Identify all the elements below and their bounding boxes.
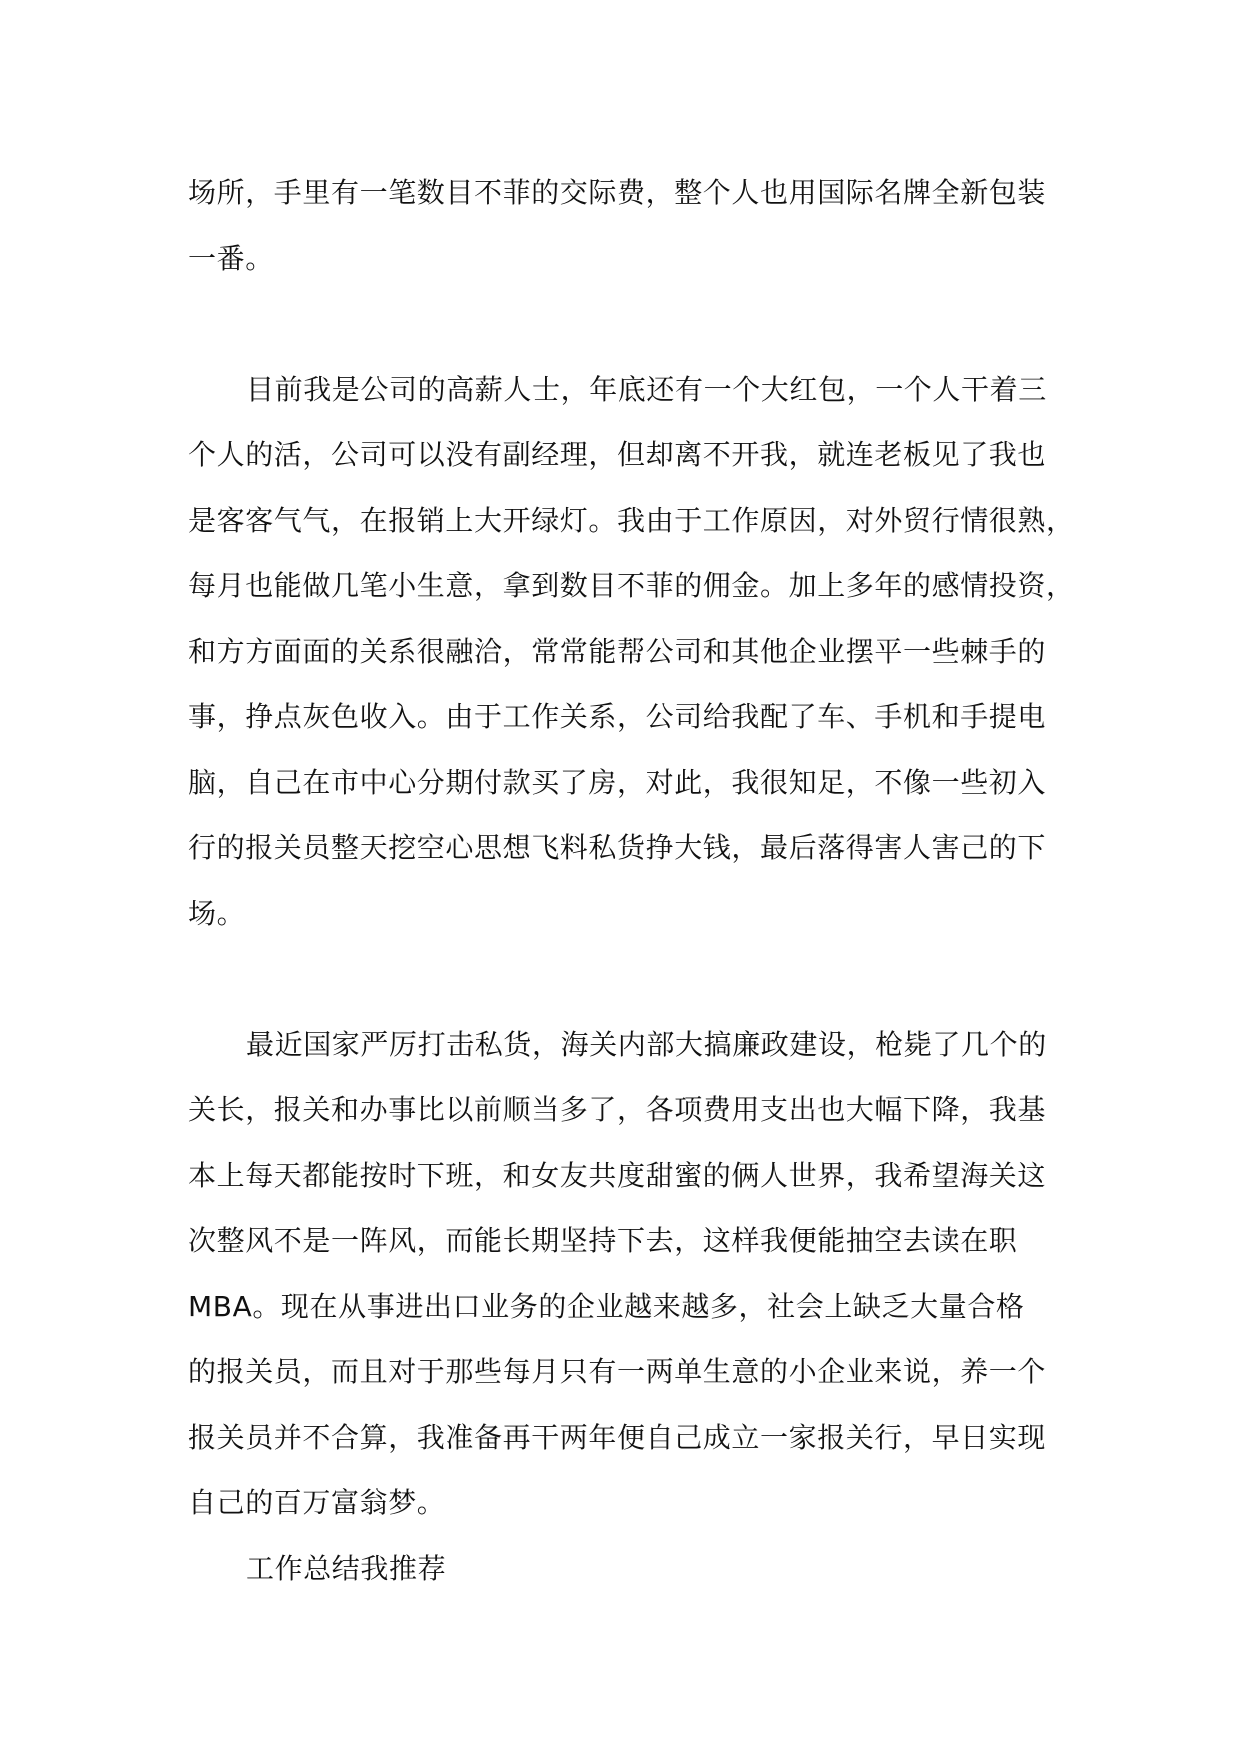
text-line: 行的报关员整天挖空心思想飞料私货挣大钱，最后落得害人害己的下 <box>188 831 1047 864</box>
text-line: 自己的百万富翁梦。 <box>188 1486 446 1519</box>
paragraph-gap <box>188 291 1060 357</box>
paragraph-3 <box>188 1012 1060 1536</box>
paragraph-4 <box>188 1536 1060 1602</box>
text-line: 场。 <box>188 896 246 930</box>
text-line: 一番。 <box>188 241 274 275</box>
text-line: MBA。现在从事进出口业务的企业越来越多，社会上缺乏大量合格 <box>188 1289 1025 1323</box>
paragraph-1 <box>188 160 1060 291</box>
text-line: 目前我是公司的高薪人士，年底还有一个大红包，一个人干着三 <box>246 372 1047 406</box>
text-line: 工作总结我推荐 <box>246 1551 447 1585</box>
text-line: 报关员并不合算，我准备再干两年便自己成立一家报关行，早日实现 <box>188 1420 1047 1454</box>
text-line: 的报关员，而且对于那些每月只有一两单生意的小企业来说，养一个 <box>188 1355 1047 1388</box>
paragraph-2 <box>188 357 1075 947</box>
text-line: 本上每天都能按时下班，和女友共度甜蜜的俩人世界，我希望海关这 <box>188 1158 1047 1192</box>
text-line: 个人的活，公司可以没有副经理，但却离不开我，就连老板见了我也 <box>188 438 1047 471</box>
text-line: 场所，手里有一笔数目不菲的交际费，整个人也用国际名牌全新包装 <box>188 176 1047 209</box>
text-line: 和方方面面的关系很融洽，常常能帮公司和其他企业摆平一些棘手的 <box>188 634 1047 668</box>
text-line: 事，挣点灰色收入。由于工作关系，公司给我配了车、手机和手提电 <box>188 700 1047 733</box>
text-line: 关长，报关和办事比以前顺当多了，各项费用支出也大幅下降，我基 <box>188 1093 1047 1126</box>
text-line: 最近国家严厉打击私货，海关内部大搞廉政建设，枪毙了几个的 <box>246 1027 1047 1061</box>
paragraph-gap <box>188 946 1060 1012</box>
text-line: 次整风不是一阵风，而能长期坚持下去，这样我便能抽空去读在职 <box>188 1224 1018 1257</box>
text-line: 脑，自己在市中心分期付款买了房，对此，我很知足，不像一些初入 <box>188 765 1047 799</box>
document-page <box>188 160 1075 1601</box>
text-line: 每月也能做几笔小生意，拿到数目不菲的佣金。加上多年的感情投资， <box>188 569 1075 602</box>
text-line: 是客客气气，在报销上大开绿灯。我由于工作原因，对外贸行情很熟， <box>188 503 1075 537</box>
